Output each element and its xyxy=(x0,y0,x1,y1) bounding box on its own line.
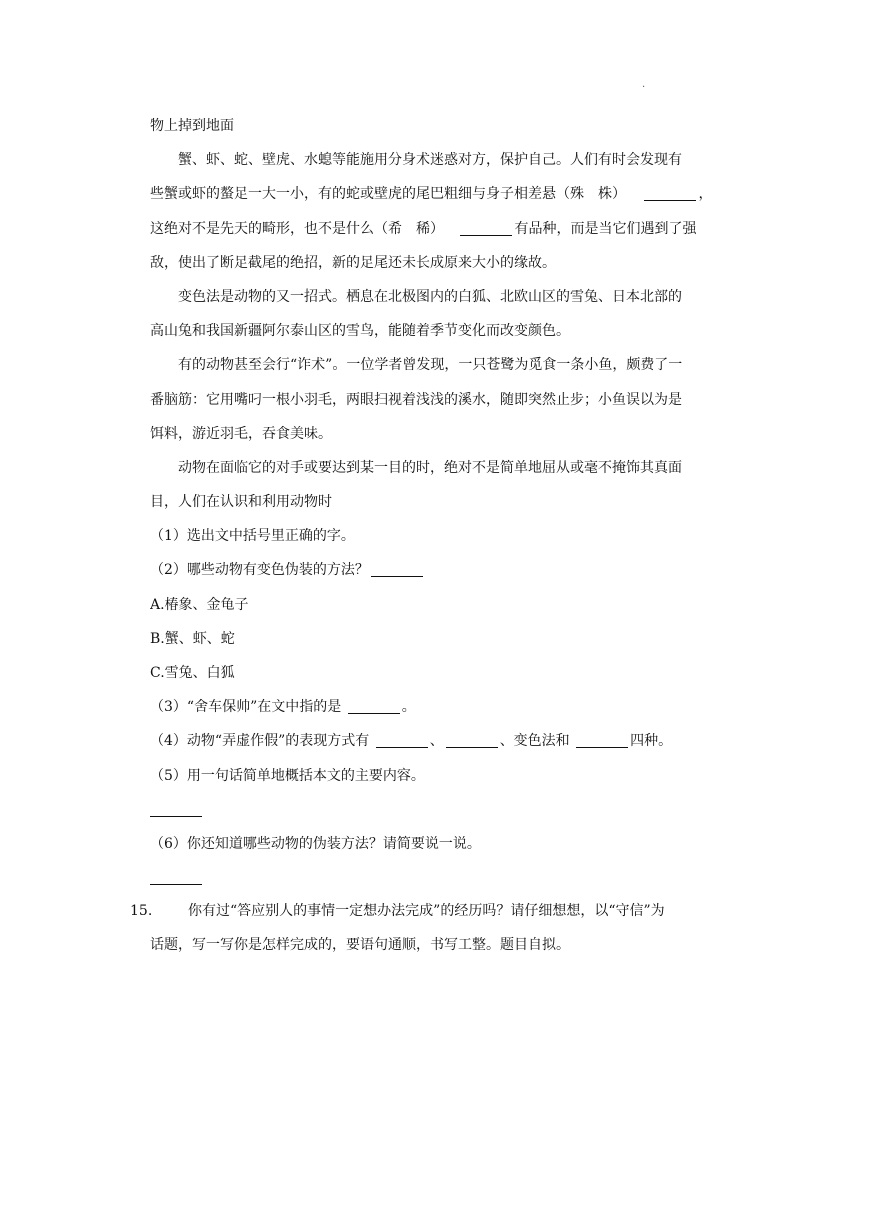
passage-and-questions xyxy=(150,109,740,895)
question-4-sep: 、 xyxy=(429,733,444,750)
question-5: （5）用一句话简单地概括本文的主要内容。 xyxy=(150,767,425,784)
passage-text: ， xyxy=(698,186,713,203)
answer-blank[interactable] xyxy=(150,870,202,885)
header-dot: . xyxy=(642,79,646,90)
question-15-line xyxy=(130,894,742,928)
question-number: 15. xyxy=(130,903,153,919)
answer-blank[interactable] xyxy=(644,186,696,201)
passage-line: 有的动物甚至会行“诈术”。一位学者曾发现，一只苍鹭为觅食一条小鱼，颇费了一 xyxy=(178,357,683,374)
question-15-line: 话题，写一写你是怎样完成的，要语句通顺，书写工整。题目自拟。 xyxy=(150,937,570,954)
question-4 xyxy=(150,724,740,758)
passage-line: 饵料，游近羽毛，吞食美味。 xyxy=(150,425,332,442)
question-15-text: 你有过“答应别人的事情一定想办法完成”的经历吗？请仔细想想，以“守信”为 xyxy=(188,903,665,919)
passage-line xyxy=(150,177,740,211)
question-4-end: 四种。 xyxy=(630,733,673,750)
passage-line: 动物在面临它的对手或要达到某一目的时，绝对不是简单地屈从或毫不掩饰其真面 xyxy=(178,459,682,476)
question-2-text: （2）哪些动物有变色伪装的方法？ xyxy=(150,562,369,579)
question-3-end: 。 xyxy=(401,699,416,716)
passage-line: 敌，使出了断足截尾的绝招，新的足尾还未长成原来大小的缘故。 xyxy=(150,254,556,271)
option-b[interactable]: B.蟹、虾、蛇 xyxy=(150,630,235,647)
question-6: （6）你还知道哪些动物的伪装方法？请简要说一说。 xyxy=(150,835,481,852)
question-3 xyxy=(150,690,740,724)
passage-line: 蟹、虾、蛇、壁虎、水螅等能施用分身术迷惑对方，保护自己。人们有时会发现有 xyxy=(178,152,682,169)
passage-line: 番脑筋：它用嘴叼一根小羽毛，两眼扫视着浅浅的溪水，随即突然止步；小鱼误以为是 xyxy=(150,391,682,408)
passage-line: 变色法是动物的又一招式。栖息在北极图内的白狐、北欧山区的雪兔、日本北部的 xyxy=(178,288,682,305)
passage-text: 些蟹或虾的螯足一大一小，有的蛇或壁虎的尾巴粗细与身子相差悬（殊 株） xyxy=(150,186,626,203)
answer-blank[interactable] xyxy=(576,733,628,748)
answer-blank[interactable] xyxy=(348,699,400,714)
passage-text: 有品种，而是当它们遇到了强 xyxy=(514,220,697,237)
answer-line xyxy=(150,793,740,827)
answer-blank[interactable] xyxy=(376,733,428,748)
question-3-text: （3）“舍车保帅”在文中指的是 xyxy=(150,699,342,716)
passage-text: 这绝对不是先天的畸形，也不是什么（希 稀） xyxy=(150,220,444,237)
question-15 xyxy=(130,894,742,962)
answer-blank[interactable] xyxy=(446,733,498,748)
answer-blank[interactable] xyxy=(150,802,202,817)
passage-line: 高山兔和我国新疆阿尔泰山区的雪鸟，能随着季节变化而改变颜色。 xyxy=(150,323,570,340)
option-a[interactable]: A.椿象、金龟子 xyxy=(150,596,249,613)
answer-blank[interactable] xyxy=(460,221,512,236)
answer-line xyxy=(150,861,740,895)
passage-line: 目，人们在认识和利用动物时 xyxy=(150,494,332,511)
question-4-sep: 、变色法和 xyxy=(499,733,570,750)
question-4-text: （4）动物“弄虚作假”的表现方式有 xyxy=(150,733,370,750)
question-2 xyxy=(150,553,740,587)
passage-line xyxy=(150,212,740,246)
option-c[interactable]: C.雪兔、白狐 xyxy=(150,665,235,681)
question-1: （1）选出文中括号里正确的字。 xyxy=(150,528,355,545)
answer-blank[interactable] xyxy=(371,562,423,577)
passage-line: 物上掉到地面 xyxy=(150,118,234,134)
